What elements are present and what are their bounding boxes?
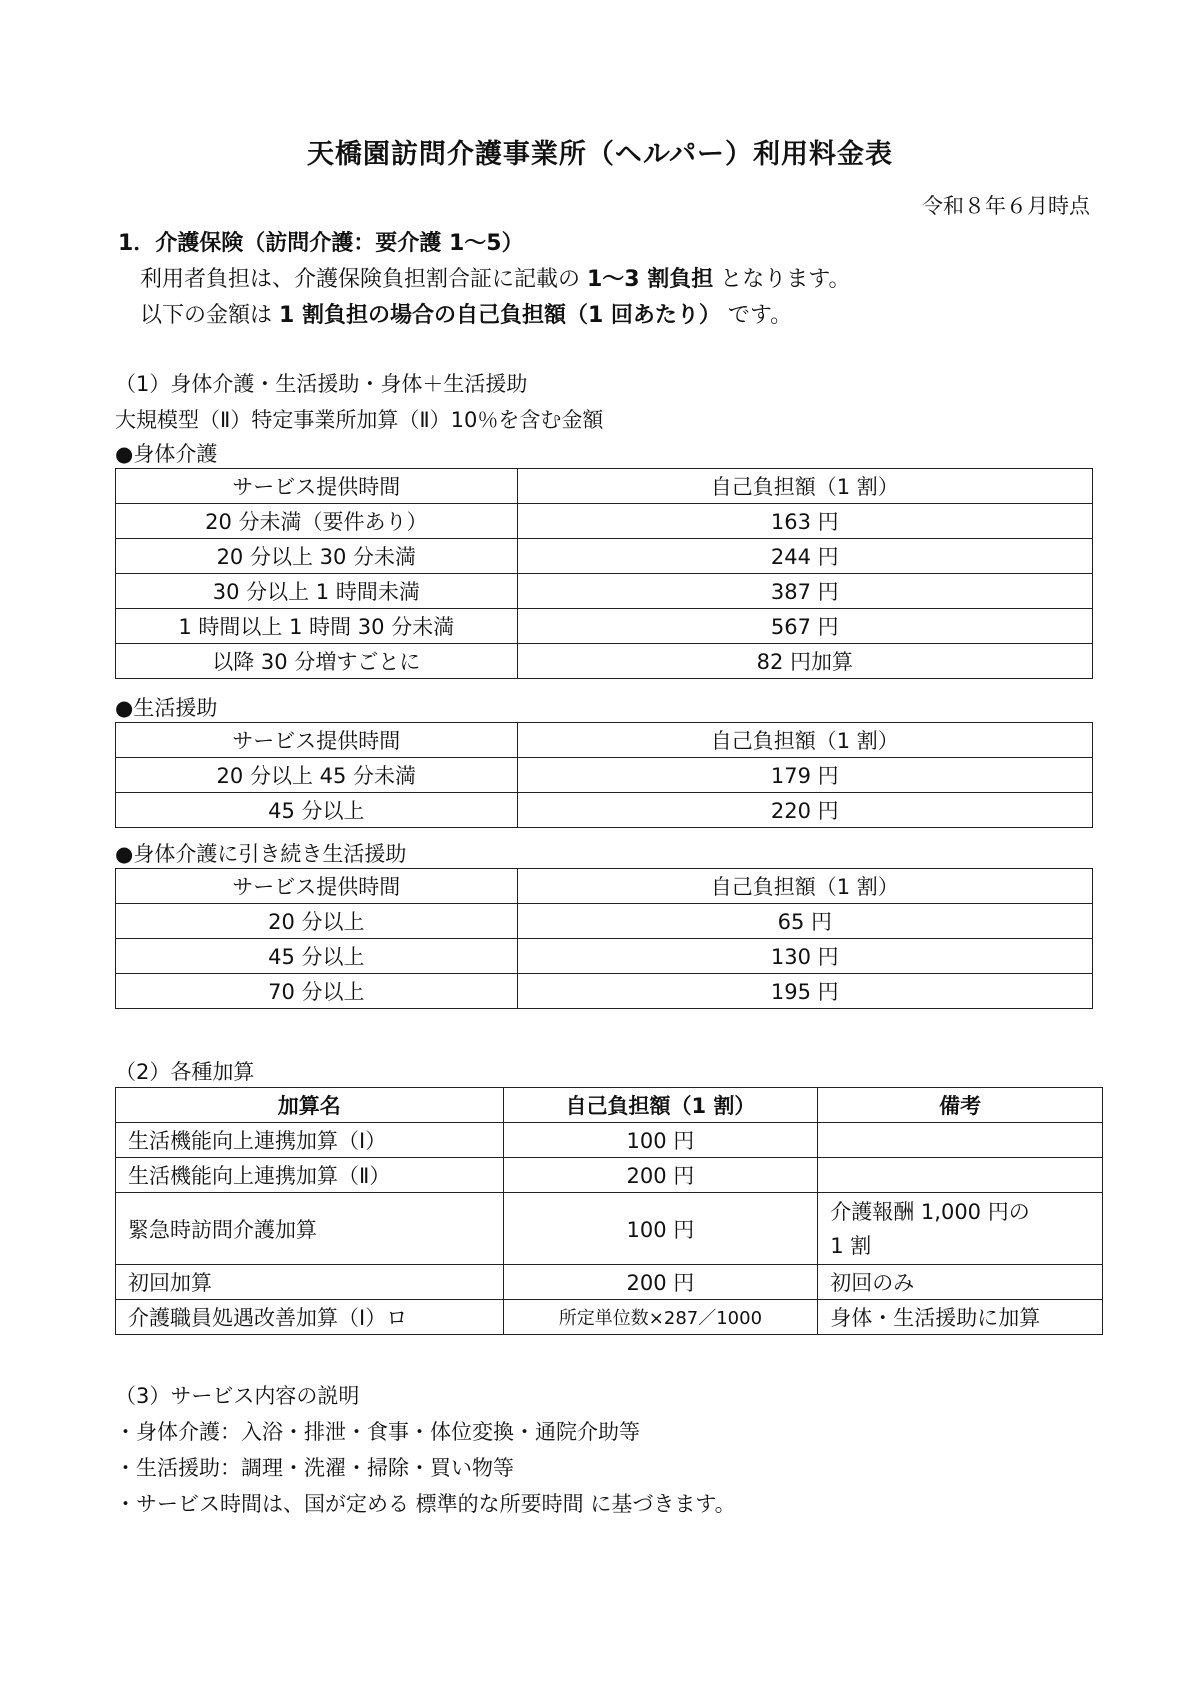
table-row [116,539,1093,574]
cell-time: 以降 30 分増すごとに [116,644,518,679]
table-row [116,1300,1103,1335]
table-row [116,904,1093,939]
table2-label: ●生活援助 [115,696,218,720]
cell-cost: 65 円 [517,904,1092,939]
cell-time: 1 時間以上 1 時間 30 分未満 [116,609,518,644]
cell-cost: 100 円 [503,1193,818,1265]
table-row [116,1265,1103,1300]
cell-note: 身体・生活援助に加算 [818,1300,1103,1335]
cell-name: 生活機能向上連携加算（Ⅰ） [116,1123,504,1158]
cell-cost: 82 円加算 [517,644,1092,679]
col-header-cost: 自己負担額（1 割） [517,723,1092,758]
line1-bold: 1～3 割負担 [587,267,714,292]
col-header-time: サービス提供時間 [116,469,518,504]
col-header-cost: 自己負担額（1 割） [517,869,1092,904]
cell-note [818,1193,1103,1265]
cell-cost: 179 円 [517,758,1092,793]
cell-cost: 195 円 [517,974,1092,1009]
line2-text: 以下の金額は [140,303,279,328]
part1-heading: （1）身体介護・生活援助・身体＋生活援助 [115,372,528,396]
cell-time: 20 分以上 30 分未満 [116,539,518,574]
line2-text-end: です。 [720,303,793,328]
table-row [116,1193,1103,1265]
table-row [116,644,1093,679]
part1-note: 大規模型（Ⅱ）特定事業所加算（Ⅱ）10％を含む金額 [115,408,604,432]
line2-bold: 1 割負担の場合の自己負担額（1 回あたり） [279,303,721,328]
cell-cost: 163 円 [517,504,1092,539]
cell-time: 45 分以上 [116,793,518,828]
cell-time: 30 分以上 1 時間未満 [116,574,518,609]
cell-note [818,1158,1103,1193]
bullet-item: ・サービス時間は、国が定める 標準的な所要時間 に基づきます。 [115,1492,736,1516]
cell-cost: 200 円 [503,1158,818,1193]
cell-time: 70 分以上 [116,974,518,1009]
col-header-time: サービス提供時間 [116,869,518,904]
table-row [116,758,1093,793]
table-physical-care [115,468,1093,679]
cell-cost: 200 円 [503,1265,818,1300]
cell-note: 初回のみ [818,1265,1103,1300]
table1-label: ●身体介護 [115,442,218,466]
cell-note [818,1123,1103,1158]
section1-line2 [140,298,792,329]
table-additions [115,1087,1103,1335]
cell-time: 45 分以上 [116,939,518,974]
table-row [116,609,1093,644]
col-header-cost: 自己負担額（1 割） [517,469,1092,504]
cell-cost: 567 円 [517,609,1092,644]
cell-cost: 所定単位数×287／1000 [503,1300,818,1335]
line1-text: 利用者負担は、介護保険負担割合証に記載の [140,267,587,292]
cell-time: 20 分以上 [116,904,518,939]
date-label: 令和８年６月時点 [922,194,1090,218]
col-header-time: サービス提供時間 [116,723,518,758]
cell-cost: 100 円 [503,1123,818,1158]
table-row [116,939,1093,974]
table-row [116,793,1093,828]
cell-name: 初回加算 [116,1265,504,1300]
cell-cost: 130 円 [517,939,1092,974]
note-line1: 介護報酬 1,000 円の [830,1199,1030,1224]
cell-time: 20 分以上 45 分未満 [116,758,518,793]
cell-cost: 244 円 [517,539,1092,574]
col-header-cost: 自己負担額（1 割） [503,1088,818,1123]
cell-name: 介護職員処遇改善加算（Ⅰ）ロ [116,1300,504,1335]
line1-text-end: となります。 [713,267,851,292]
table3-label: ●身体介護に引き続き生活援助 [115,842,407,866]
table-row [116,1158,1103,1193]
bullet-item: ・身体介護：入浴・排泄・食事・体位変換・通院介助等 [115,1420,640,1444]
section1-line1 [140,262,851,293]
cell-name: 緊急時訪問介護加算 [116,1193,504,1265]
table-row [116,1123,1103,1158]
note-line2: 1 割 [830,1233,872,1258]
cell-time: 20 分未満（要件あり） [116,504,518,539]
table-row [116,574,1093,609]
part3-heading: （3）サービス内容の説明 [115,1384,360,1408]
table-combined-care [115,868,1093,1009]
part2-heading: （2）各種加算 [115,1060,255,1084]
table-daily-support [115,722,1093,828]
cell-name: 生活機能向上連携加算（Ⅱ） [116,1158,504,1193]
section1-heading: 1．介護保険（訪問介護：要介護 1～5） [118,231,524,256]
table-row [116,974,1093,1009]
bullet-item: ・生活援助：調理・洗濯・掃除・買い物等 [115,1456,514,1480]
cell-cost: 387 円 [517,574,1092,609]
cell-cost: 220 円 [517,793,1092,828]
col-header-name: 加算名 [116,1088,504,1123]
col-header-note: 備考 [818,1088,1103,1123]
table-row [116,504,1093,539]
page-title: 天橋園訪問介護事業所（ヘルパー）利用料金表 [306,139,894,170]
